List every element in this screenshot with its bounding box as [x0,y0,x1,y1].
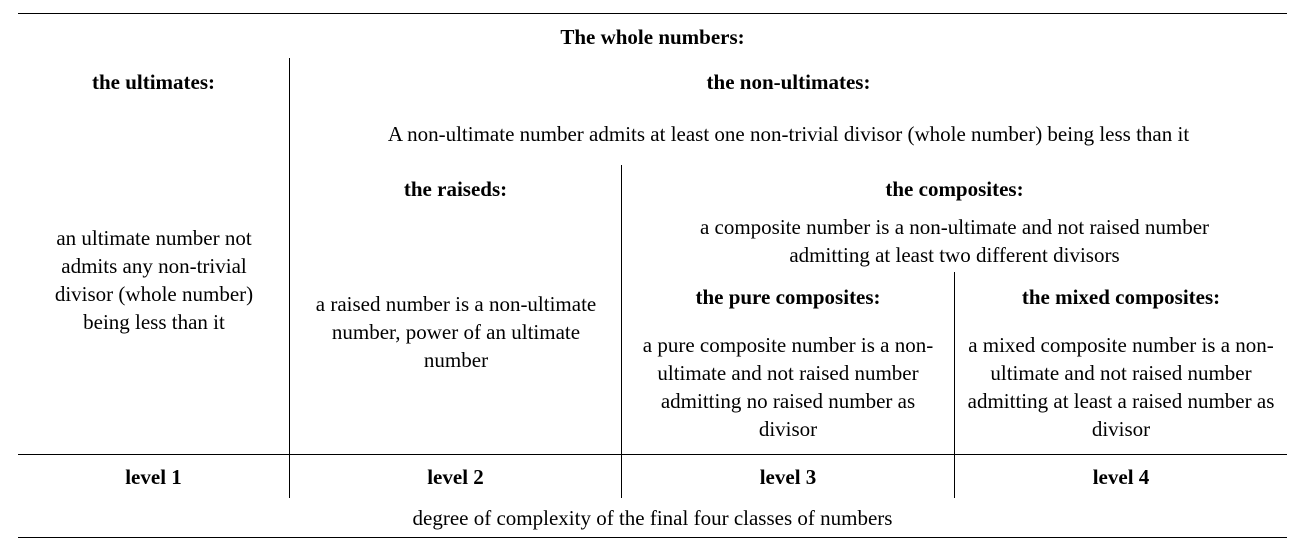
raiseds-description: a raised number is a non-ultimate number, power of an ultimate number [315,292,597,372]
non-ultimates-description: A non-ultimate number admits at least one non-trivial divisor (whole number) being less than it [387,122,1190,146]
bottom-rule [18,537,1287,538]
levels-top-rule [18,454,1287,455]
non-ultimates-heading: the non-ultimates: [706,70,871,94]
mixed-composites-heading: the mixed composites: [1021,285,1221,309]
mixed-composites-description: a mixed composite number is a non-ultimate and not raised number admitting at least a raised number as divisor [967,333,1275,441]
level-4: level 4 [1092,465,1150,489]
table-title: The whole numbers: [560,25,745,49]
footer-caption: degree of complexity of the final four classes of numbers [412,506,893,530]
composites-heading: the composites: [885,177,1024,201]
pure-composites-description: a pure composite number is a non-ultimate and not raised number admitting no raised number as divisor [642,333,934,441]
level-3: level 3 [759,465,817,489]
ultimates-heading: the ultimates: [91,70,216,94]
top-rule [18,13,1287,14]
raiseds-heading: the raiseds: [403,177,508,201]
level-1: level 1 [125,465,182,489]
composites-description-line2: admitting at least two different divisors [789,243,1120,267]
composites-description-line1: a composite number is a non-ultimate and not raised number [699,215,1210,239]
pure-composites-heading: the pure composites: [695,285,881,309]
ultimates-description: an ultimate number not admits any non-trivial divisor (whole number) being less than it [54,226,254,334]
level-2: level 2 [427,465,484,489]
